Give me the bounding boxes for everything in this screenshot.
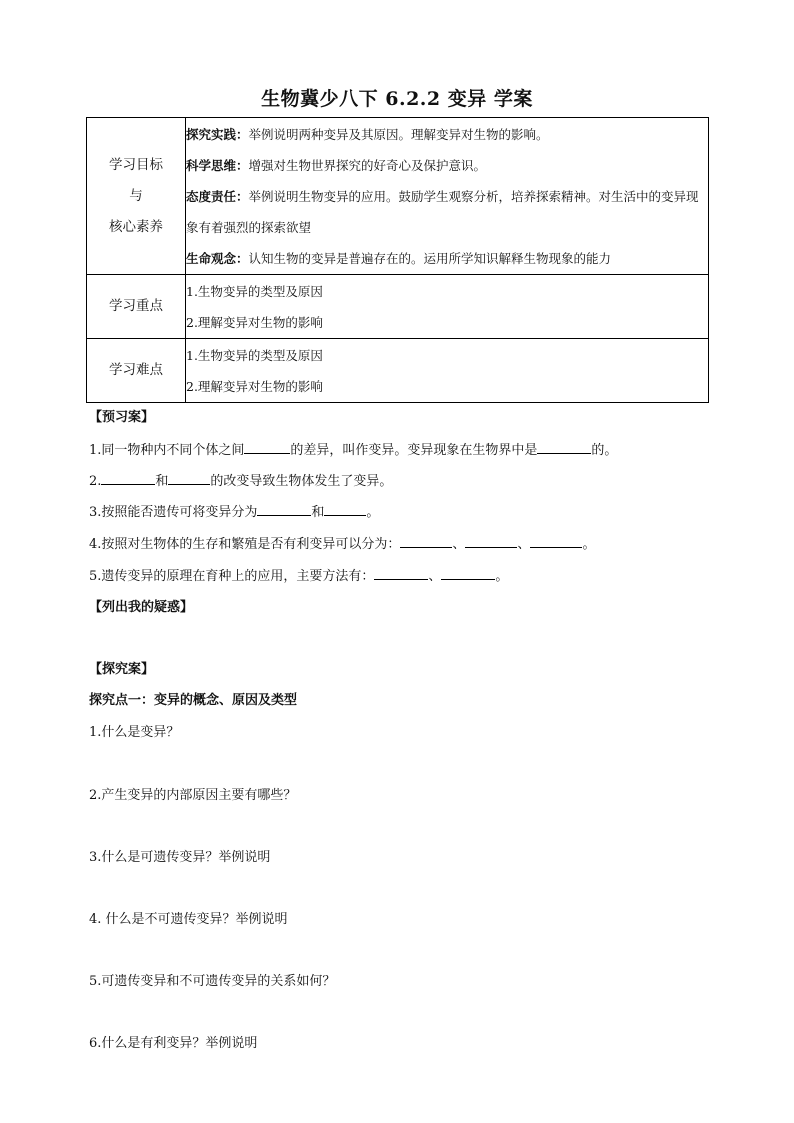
explore-point-1: 探究点一：变异的概念、原因及类型: [89, 693, 298, 708]
goal-text: 增强对生物世界探究的好奇心及保护意识。: [248, 157, 487, 173]
question-text: 、: [517, 537, 531, 552]
answer-blank[interactable]: [244, 441, 290, 454]
key-point-line: 2.理解变异对生物的影响: [186, 314, 323, 330]
goal-item: [186, 119, 708, 150]
objectives-table: [86, 117, 709, 403]
answer-blank[interactable]: [530, 535, 582, 548]
explore-question: 2.产生变异的内部原因主要有哪些？: [89, 788, 297, 803]
preview-heading: 【预习案】: [89, 410, 155, 425]
answer-blank[interactable]: [257, 503, 311, 516]
goal-item: [186, 243, 708, 274]
explore-question: 6.什么是有利变异？举例说明: [89, 1036, 258, 1051]
answer-blank[interactable]: [374, 567, 428, 580]
preview-question-3: [89, 501, 379, 520]
question-text: 、: [428, 569, 442, 584]
answer-blank[interactable]: [168, 472, 210, 485]
goals-header-line: 学习目标: [109, 156, 163, 173]
table-row-difficulties: [87, 339, 709, 403]
goals-header: [87, 118, 186, 275]
goal-label: 态度责任：: [186, 188, 249, 204]
goal-text: 举例说明两种变异及其原因。理解变异对生物的影响。: [248, 126, 549, 142]
explore-question: 5.可遗传变异和不可遗传变异的关系如何？: [89, 974, 336, 989]
goals-header-line: 核心素养: [109, 218, 163, 235]
answer-blank[interactable]: [400, 535, 452, 548]
goals-header-line: 与: [129, 187, 143, 204]
question-text: 。: [495, 569, 509, 584]
explore-question: 3.什么是可遗传变异？举例说明: [89, 850, 271, 865]
table-row-key-points: [87, 275, 709, 339]
question-text: 3.按照能否遗传可将变异分为: [89, 505, 258, 520]
explore-question: 4. 什么是不可遗传变异？举例说明: [89, 912, 288, 927]
question-text: 4.按照对生物体的生存和繁殖是否有利变异可以分为：: [89, 537, 401, 552]
answer-blank[interactable]: [441, 567, 495, 580]
difficulty-line: 1.生物变异的类型及原因: [186, 347, 323, 363]
answer-blank[interactable]: [465, 535, 517, 548]
question-text: 。: [366, 505, 380, 520]
goals-body: [186, 118, 709, 275]
preview-question-2: [89, 470, 392, 489]
key-point-line: 1.生物变异的类型及原因: [186, 283, 323, 299]
key-points-header: 学习重点: [87, 275, 186, 339]
question-text: 2.: [89, 474, 102, 489]
preview-question-1: [89, 439, 617, 458]
answer-blank[interactable]: [537, 441, 591, 454]
goal-text: 举例说明生物变异的应用。鼓励学生观察分析，培养探索精神。对生活中的变异现象有着强烈的探索欲望: [186, 188, 699, 235]
question-text: 和: [155, 474, 169, 489]
difficulty-line: 2.理解变异对生物的影响: [186, 378, 323, 394]
preview-question-4: [89, 533, 595, 552]
question-text: 5.遗传变异的原理在育种上的应用，主要方法有：: [89, 569, 375, 584]
preview-question-5: [89, 565, 508, 584]
explore-question: 1.什么是变异？: [89, 725, 180, 740]
goal-label: 探究实践：: [186, 126, 249, 142]
answer-blank[interactable]: [324, 503, 366, 516]
explore-heading: 【探究案】: [89, 662, 155, 677]
question-text: 和: [311, 505, 325, 520]
key-points-body: [186, 275, 709, 339]
question-text: 。: [582, 537, 596, 552]
question-text: 的差异，叫作变异。变异现象在生物界中是: [290, 443, 538, 458]
table-row-goals: [87, 118, 709, 275]
goal-item: [186, 181, 708, 243]
question-text: 、: [452, 537, 466, 552]
answer-blank[interactable]: [101, 472, 155, 485]
doubts-heading: 【列出我的疑惑】: [89, 600, 194, 615]
page-title: 生物冀少八下 6.2.2 变异 学案: [261, 88, 533, 110]
difficulties-header: 学习难点: [87, 339, 186, 403]
question-text: 1.同一物种内不同个体之间: [89, 443, 245, 458]
goal-text: 认知生物的变异是普遍存在的。运用所学知识解释生物现象的能力: [248, 250, 612, 266]
goal-item: [186, 150, 708, 181]
goal-label: 生命观念：: [186, 250, 249, 266]
goal-label: 科学思维：: [186, 157, 249, 173]
difficulties-body: [186, 339, 709, 403]
question-text: 的。: [591, 443, 618, 458]
question-text: 的改变导致生物体发生了变异。: [210, 474, 393, 489]
